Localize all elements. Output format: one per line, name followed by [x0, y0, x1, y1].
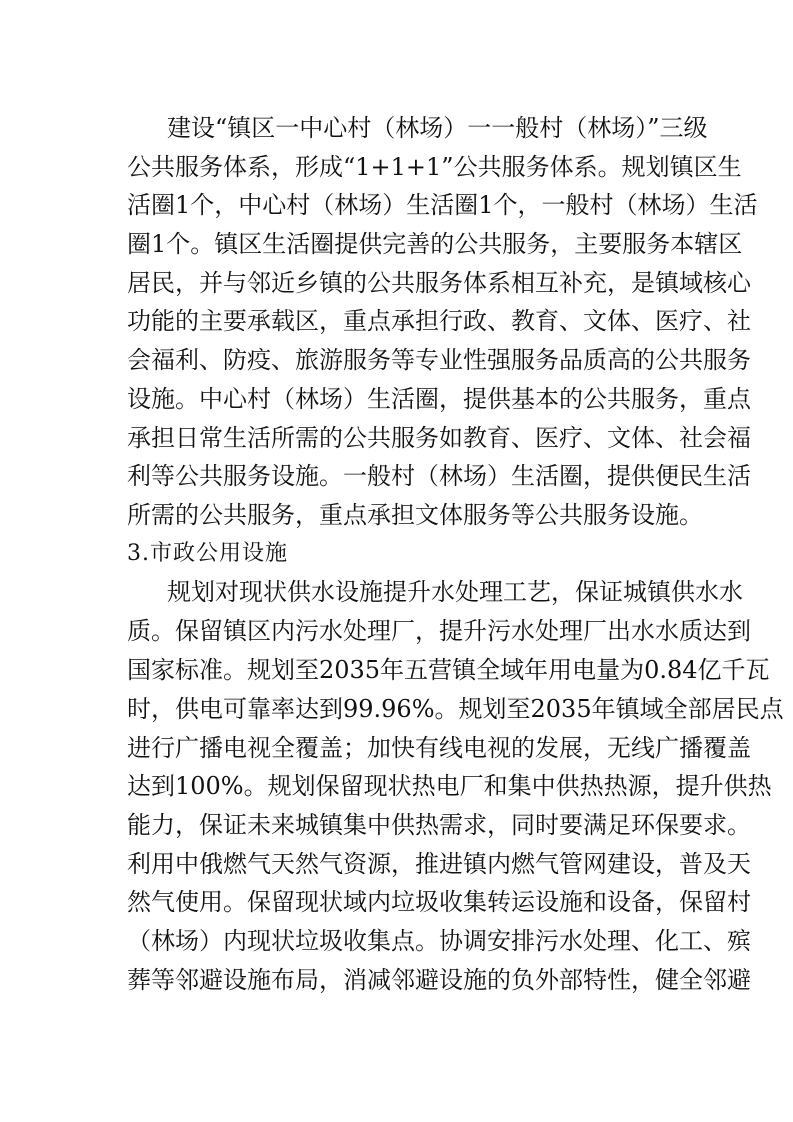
paragraph-line: 功能的主要承载区，重点承担行政、教育、文体、医疗、社 [127, 307, 751, 335]
paragraph-line: 圈1个。镇区生活圈提供完善的公共服务，主要服务本辖区 [127, 230, 743, 258]
paragraph-line: 质。保留镇区内污水处理厂，提升污水处理厂出水水质达到 [127, 617, 751, 645]
paragraph-line: 设施。中心村（林场）生活圈，提供基本的公共服务，重点 [127, 385, 751, 413]
section-heading: 3.市政公用设施 [127, 541, 288, 566]
paragraph-line: 会福利、防疫、旅游服务等专业性强服务品质高的公共服务 [127, 346, 751, 374]
paragraph-line: （林场）内现状垃圾收集点。协调安排污水处理、化工、殡 [127, 927, 751, 955]
paragraph-line: 规划对现状供水设施提升水处理工艺，保证城镇供水水 [167, 578, 743, 606]
paragraph-line: 活圈1个，中心村（林场）生活圈1个，一般村（林场）生活 [127, 191, 758, 219]
paragraph-line: 利用中俄燃气天然气资源，推进镇内燃气管网建设，普及天 [127, 850, 751, 878]
paragraph-line: 能力，保证未来城镇集中供热需求，同时要满足环保要求。 [127, 811, 751, 839]
paragraph-line: 居民，并与邻近乡镇的公共服务体系相互补充，是镇域核心 [127, 269, 751, 297]
paragraph-line: 利等公共服务设施。一般村（林场）生活圈，提供便民生活 [127, 462, 751, 490]
paragraph-line: 时，供电可靠率达到99.96%。规划至2035年镇域全部居民点 [127, 695, 784, 723]
paragraph-line: 进行广播电视全覆盖；加快有线电视的发展，无线广播覆盖 [127, 734, 751, 762]
paragraph-line: 公共服务体系，形成“1+1+1”公共服务体系。规划镇区生 [127, 153, 742, 181]
paragraph-line: 葬等邻避设施布局，消减邻避设施的负外部特性，健全邻避 [127, 966, 751, 994]
paragraph-line: 建设“镇区一中心村（林场）一一般村（林场）”三级 [167, 114, 708, 142]
paragraph-line: 所需的公共服务，重点承担文体服务等公共服务设施。 [127, 501, 703, 529]
paragraph-line: 然气使用。保留现状域内垃圾收集转运设施和设备，保留村 [127, 888, 751, 916]
paragraph-line: 承担日常生活所需的公共服务如教育、医疗、文体、社会福 [127, 424, 751, 452]
paragraph-line: 国家标准。规划至2035年五营镇全域年用电量为0.84亿千瓦 [127, 656, 770, 684]
paragraph-line: 达到100%。规划保留现状热电厂和集中供热热源，提升供热 [127, 772, 772, 800]
